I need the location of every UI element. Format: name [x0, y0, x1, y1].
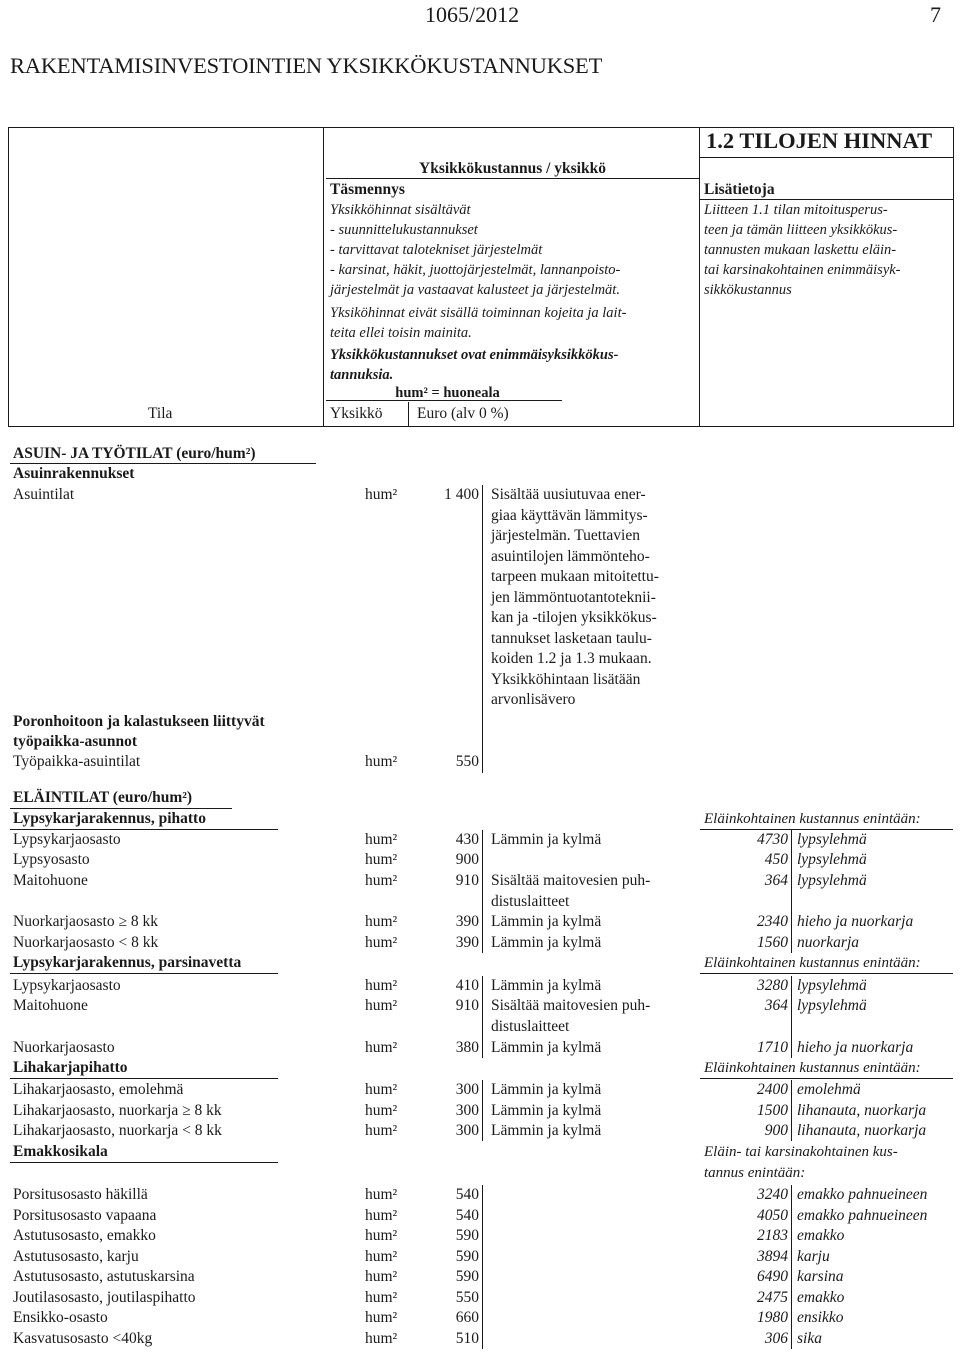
asuin-note-line: giaa käyttävän lämmitys- [491, 506, 648, 524]
table-row-note: Lämmin ja kylmä [491, 913, 602, 930]
max-cost-value: 364 [764, 997, 788, 1014]
max-cost-label: Eläin- tai karsinakohtainen kus- [704, 1144, 898, 1160]
table-row-name: Astutusosasto, emakko [13, 1227, 156, 1244]
section-heading-elain: ELÄINTILAT (euro/hum²) [13, 789, 193, 806]
asuin-note-line: jen lämmöntuotantoteknii- [491, 588, 656, 606]
table-row-unit: hum² [365, 1330, 398, 1347]
table-row-name: Nuorkarjaosasto ≥ 8 kk [13, 913, 158, 930]
spec-line: - karsinat, häkit, juottojärjestelmät, lannanpoisto- [330, 262, 621, 278]
value-column-divider [482, 976, 483, 1058]
unit-cost-header: Yksikkökustannus / yksikkö [419, 160, 606, 177]
table-row-name: Lypsykarjaosasto [13, 977, 121, 994]
section-heading-asuin: ASUIN- JA TYÖTILAT (euro/hum²) [13, 445, 256, 462]
table-row-note: Sisältää maitovesien puh- [491, 872, 651, 889]
table-row-unit: hum² [365, 872, 398, 889]
max-cost-label: tannus enintään: [704, 1165, 806, 1181]
info-label: Lisätietoja [704, 181, 775, 198]
max-cost-divider [791, 830, 792, 953]
table-row-name: Porsitusosasto häkillä [13, 1186, 148, 1203]
row-name: Asuintilat [13, 486, 75, 503]
max-cost-per: hieho ja nuorkarja [797, 913, 914, 930]
table-row-note: Lämmin ja kylmä [491, 934, 602, 951]
area-definition: hum² = huoneala [395, 385, 500, 401]
max-cost-value: 3894 [757, 1248, 788, 1265]
document-number: 1065/2012 [425, 2, 520, 27]
row-value: 1 400 [444, 486, 479, 503]
max-cost-value: 6490 [757, 1268, 788, 1285]
table-row-name: Nuorkarjaosasto < 8 kk [13, 934, 159, 951]
table-row-note: Lämmin ja kylmä [491, 1081, 602, 1098]
subheading-poronhoito-2: työpaikka-asunnot [13, 733, 138, 750]
table-row-unit: hum² [365, 1289, 398, 1306]
table-row-value: 660 [455, 1309, 479, 1326]
spec-column-divider [323, 127, 324, 427]
max-cost-per: emolehmä [797, 1081, 861, 1098]
info-line: tai karsinakohtainen enimmäisyk- [704, 262, 901, 278]
asuin-note-line: kan ja -tilojen yksikkökus- [491, 609, 657, 626]
info-line: Liitteen 1.1 tilan mitoitusperus- [704, 202, 888, 218]
table-header-bottom [8, 426, 954, 427]
asuin-note-line: tannukset lasketaan taulu- [491, 629, 652, 647]
table-row-value: 430 [455, 831, 479, 848]
table-row-value: 900 [455, 851, 479, 868]
table-row-value: 390 [455, 934, 479, 951]
table-row-name: Lihakarjaosasto, emolehmä [13, 1081, 184, 1098]
subheading-asuinrakennukset: Asuinrakennukset [13, 465, 135, 482]
spec-line: - suunnittelukustannukset [330, 222, 478, 238]
table-row-note: distuslaitteet [491, 1018, 570, 1035]
value-column-divider [482, 485, 483, 773]
value-column-divider [482, 1080, 483, 1141]
max-cost-per: emakko [797, 1289, 845, 1306]
asuin-note-line: koiden 1.2 ja 1.3 mukaan. [491, 650, 652, 667]
spec-line: teita ellei toisin mainita. [330, 325, 472, 341]
asuin-note-line: Sisältää uusiutuvaa ener- [491, 486, 646, 503]
table-row-unit: hum² [365, 1186, 398, 1203]
table-row-unit: hum² [365, 1227, 398, 1244]
max-cost-divider [791, 1080, 792, 1141]
table-row-name: Maitohuone [13, 997, 88, 1014]
max-cost-per: lypsylehmä [797, 851, 867, 868]
table-row-name: Lihakarjaosasto, nuorkarja < 8 kk [13, 1122, 222, 1139]
table-row-value: 590 [455, 1227, 479, 1244]
document-title: RAKENTAMISINVESTOINTIEN YKSIKKÖKUSTANNUKSET [10, 53, 603, 78]
table-row-note: Sisältää maitovesien puh- [491, 997, 651, 1014]
group-heading-underline [10, 1162, 278, 1163]
table-right-border [953, 127, 954, 427]
asuin-note-line: Yksikköhintaan lisätään [491, 670, 641, 688]
table-row-note: Lämmin ja kylmä [491, 1122, 602, 1139]
spec-label: Täsmennys [330, 181, 405, 198]
section-heading-underline [10, 808, 232, 809]
max-cost-value: 3240 [757, 1186, 788, 1203]
max-cost-per: emakko [797, 1227, 845, 1244]
section-title-underline [699, 157, 953, 158]
table-row-value: 540 [455, 1207, 479, 1224]
group-heading: Lypsykarjarakennus, parsinavetta [13, 954, 242, 971]
max-cost-label: Eläinkohtainen kustannus enintään: [704, 955, 921, 971]
info-column-divider [699, 127, 700, 427]
max-cost-per: lypsylehmä [797, 977, 867, 994]
asuin-note-line: arvonlisävero [491, 691, 576, 708]
table-row-value: 300 [455, 1102, 479, 1119]
table-row-value: 510 [455, 1330, 479, 1347]
max-cost-per: sika [797, 1330, 822, 1347]
table-row-unit: hum² [365, 851, 398, 868]
max-cost-per: karsina [797, 1268, 844, 1285]
row-name: Työpaikka-asuintilat [13, 753, 141, 770]
spec-bold-line: tannuksia. [330, 367, 394, 383]
max-cost-value: 900 [764, 1122, 788, 1139]
max-cost-per: emakko pahnueineen [797, 1207, 928, 1224]
spec-line: Yksiköhinnat eivät sisällä toiminnan kojeita ja lait- [330, 305, 627, 321]
max-cost-per: lihanauta, nuorkarja [797, 1122, 927, 1139]
max-cost-value: 364 [764, 872, 788, 889]
table-row-value: 410 [455, 977, 479, 994]
table-row-note: Lämmin ja kylmä [491, 831, 602, 848]
max-cost-per: lypsylehmä [797, 872, 867, 889]
table-row-unit: hum² [365, 1039, 398, 1056]
group-heading: Emakkosikala [13, 1143, 108, 1160]
table-row-name: Ensikko-osasto [13, 1309, 108, 1326]
table-row-unit: hum² [365, 1081, 398, 1098]
max-cost-value: 2400 [757, 1081, 788, 1098]
table-row-unit: hum² [365, 1122, 398, 1139]
row-value: 550 [455, 753, 479, 770]
column-header-tila: Tila [148, 405, 173, 422]
table-row-name: Lihakarjaosasto, nuorkarja ≥ 8 kk [13, 1102, 222, 1119]
group-heading-underline [10, 1078, 278, 1079]
table-row-name: Astutusosasto, astutuskarsina [13, 1268, 195, 1285]
max-cost-value: 1710 [757, 1039, 788, 1056]
asuin-note-line: järjestelmän. Tuettavien [491, 527, 640, 544]
table-row-unit: hum² [365, 1207, 398, 1224]
max-cost-divider [791, 1185, 792, 1349]
column-header-euro: Euro (alv 0 %) [417, 405, 509, 422]
max-cost-value: 1560 [757, 934, 788, 951]
table-row-value: 910 [455, 872, 479, 889]
row-unit: hum² [365, 486, 398, 503]
info-line: teen ja tämän liitteen yksikkökus- [704, 222, 898, 238]
table-row-note: Lämmin ja kylmä [491, 1039, 602, 1056]
max-cost-value: 1980 [757, 1309, 788, 1326]
table-row-name: Lypsyosasto [13, 851, 90, 868]
table-row-name: Astutusosasto, karju [13, 1248, 139, 1265]
max-cost-per: hieho ja nuorkarja [797, 1039, 914, 1056]
table-row-unit: hum² [365, 934, 398, 951]
subheading-poronhoito: Poronhoitoon ja kalastukseen liittyvät [13, 713, 265, 730]
table-row-unit: hum² [365, 1248, 398, 1265]
table-row-unit: hum² [365, 1102, 398, 1119]
info-line: tannusten mukaan laskettu eläin- [704, 242, 897, 258]
info-line: sikkökustannus [704, 282, 792, 298]
table-row-value: 300 [455, 1081, 479, 1098]
table-row-value: 590 [455, 1248, 479, 1265]
spec-line: järjestelmät ja vastaavat kalusteet ja järjestelmät. [330, 282, 620, 298]
table-row-value: 300 [455, 1122, 479, 1139]
max-cost-per: karju [797, 1248, 830, 1265]
table-row-value: 590 [455, 1268, 479, 1285]
group-heading-underline [10, 973, 278, 974]
max-cost-label: Eläinkohtainen kustannus enintään: [704, 1060, 921, 1076]
asuin-note-line: tarpeen mukaan mitoitettu- [491, 568, 659, 585]
max-cost-per: emakko pahnueineen [797, 1186, 928, 1203]
table-row-value: 540 [455, 1186, 479, 1203]
table-row-name: Nuorkarjaosasto [13, 1039, 115, 1056]
max-cost-value: 4050 [757, 1207, 788, 1224]
value-column-divider [482, 830, 483, 953]
max-cost-value: 450 [764, 851, 788, 868]
table-row-unit: hum² [365, 977, 398, 994]
row-unit: hum² [365, 753, 398, 770]
table-row-unit: hum² [365, 913, 398, 930]
asuin-note-line: asuintilojen lämmönteho- [491, 547, 650, 565]
spec-line: Yksikköhinnat sisältävät [330, 202, 471, 218]
max-cost-divider [791, 976, 792, 1058]
max-cost-per: lypsylehmä [797, 831, 867, 848]
max-cost-value: 306 [764, 1330, 788, 1347]
table-row-value: 910 [455, 997, 479, 1014]
column-header-unit: Yksikkö [330, 405, 383, 422]
table-row-note: Lämmin ja kylmä [491, 1102, 602, 1119]
unit-euro-divider [408, 402, 409, 426]
table-row-value: 390 [455, 913, 479, 930]
table-row-unit: hum² [365, 997, 398, 1014]
table-row-note: distuslaitteet [491, 893, 570, 910]
max-cost-per: lypsylehmä [797, 997, 867, 1014]
max-cost-value: 1500 [757, 1102, 788, 1119]
max-cost-value: 4730 [757, 831, 788, 848]
spec-bold-line: Yksikkökustannukset ovat enimmäisyksikkökus- [330, 347, 619, 363]
page-number: 7 [930, 2, 941, 27]
max-cost-per: ensikko [797, 1309, 844, 1326]
group-heading: Lihakarjapihatto [13, 1059, 128, 1076]
section-title: 1.2 TILOJEN HINNAT [706, 128, 933, 153]
table-row-value: 550 [455, 1289, 479, 1306]
table-row-value: 380 [455, 1039, 479, 1056]
table-row-name: Kasvatusosasto <40kg [13, 1330, 153, 1347]
table-row-unit: hum² [365, 831, 398, 848]
max-cost-value: 2183 [757, 1227, 788, 1244]
value-column-divider [482, 1185, 483, 1349]
max-cost-per: lihanauta, nuorkarja [797, 1102, 927, 1119]
table-row-name: Maitohuone [13, 872, 88, 889]
group-heading: Lypsykarjarakennus, pihatto [13, 810, 206, 827]
max-cost-underline [700, 973, 953, 974]
table-row-note: Lämmin ja kylmä [491, 977, 602, 994]
max-cost-value: 3280 [757, 977, 788, 994]
max-cost-value: 2340 [757, 913, 788, 930]
max-cost-underline [700, 1078, 953, 1079]
spec-line: - tarvittavat talotekniset järjestelmät [330, 242, 543, 258]
table-row-name: Joutilasosasto, joutilaspihatto [13, 1289, 196, 1306]
max-cost-value: 2475 [757, 1289, 788, 1306]
table-left-border [8, 127, 9, 427]
table-row-unit: hum² [365, 1268, 398, 1285]
max-cost-per: nuorkarja [797, 934, 859, 951]
table-row-unit: hum² [365, 1309, 398, 1326]
table-row-name: Lypsykarjaosasto [13, 831, 121, 848]
table-row-name: Porsitusosasto vapaana [13, 1207, 157, 1224]
max-cost-label: Eläinkohtainen kustannus enintään: [704, 811, 921, 827]
